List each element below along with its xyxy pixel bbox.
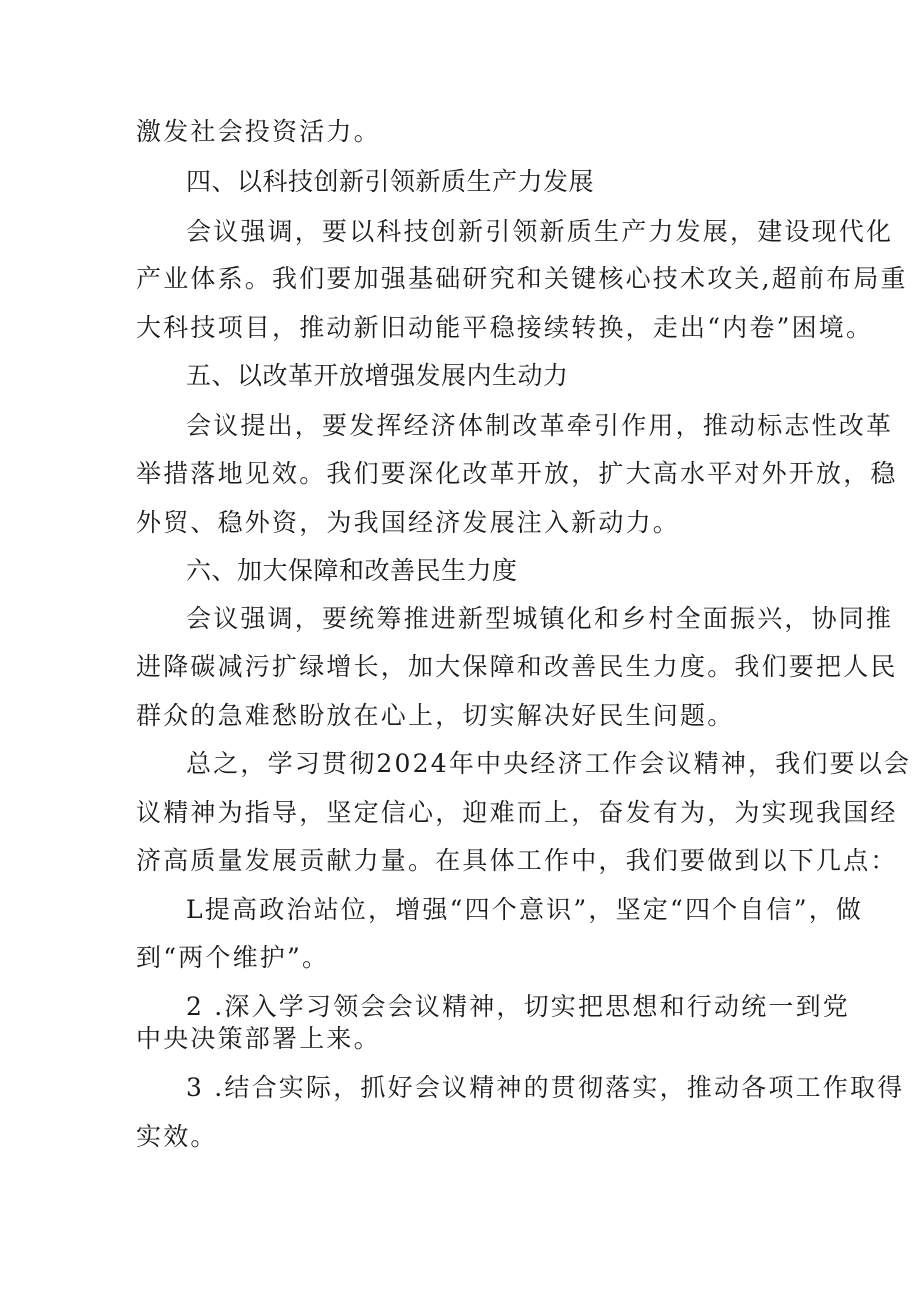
paragraph-line: 济高质量发展贡献力量。在具体工作中，我们要做到以下几点： <box>136 846 898 875</box>
paragraph-line: 会议强调，要统筹推进新型城镇化和乡村全面振兴，协同推 <box>186 604 894 633</box>
paragraph-line: 举措落地见效。我们要深化改革开放，扩大高水平对外开放，稳 <box>136 459 898 488</box>
paragraph-line: 总之，学习贯彻2024年中央经济工作会议精神，我们要以会 <box>186 749 912 778</box>
paragraph-line: 产业体系。我们要加强基础研究和关键核心技术攻关,超前布局重 <box>136 264 908 293</box>
paragraph-line: 中央决策部署上来。 <box>136 1024 381 1053</box>
list-item-3: 3 .结合实际，抓好会议精神的贯彻落实，推动各项工作取得 <box>186 1073 905 1102</box>
paragraph-line: 会议强调，要以科技创新引领新质生产力发展，建设现代化 <box>186 217 894 246</box>
section-heading-5: 五、以改革开放增强发展内生动力 <box>186 361 569 390</box>
paragraph-line: 群众的急难愁盼放在心上，切实解决好民生问题。 <box>136 701 735 730</box>
list-item-1: L提高政治站位，增强“四个意识”，坚定“四个自信”，做 <box>186 895 864 924</box>
section-heading-4: 四、以科技创新引领新质生产力发展 <box>186 167 595 196</box>
paragraph-line: 议精神为指导，坚定信心，迎难而上，奋发有为，为实现我国经 <box>136 798 898 827</box>
paragraph-line: 进降碳减污扩绿增长，加大保障和改善民生力度。我们要把人民 <box>136 652 898 681</box>
paragraph-line: 实效。 <box>136 1122 218 1151</box>
paragraph-line: 外贸、稳外资，为我国经济发展注入新动力。 <box>136 508 681 537</box>
section-heading-6: 六、加大保障和改善民生力度 <box>186 556 518 585</box>
paragraph-line: 会议提出，要发挥经济体制改革牵引作用，推动标志性改革 <box>186 411 894 440</box>
paragraph-line: 激发社会投资活力。 <box>136 117 381 146</box>
list-item-2: 2 .深入学习领会会议精神，切实把思想和行动统一到党 <box>186 992 851 1021</box>
paragraph-line: 到“两个维护”。 <box>136 943 330 972</box>
paragraph-line: 大科技项目，推动新旧动能平稳接续转换，走出“内卷”困境。 <box>136 313 874 342</box>
